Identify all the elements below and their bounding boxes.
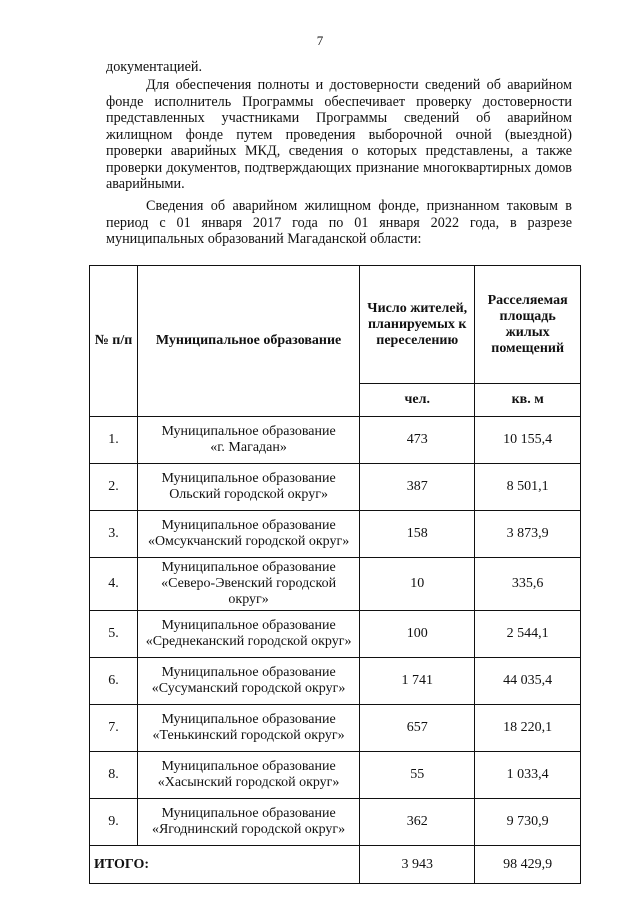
table-row (90, 511, 581, 558)
row-area: 18 220,1 (475, 705, 581, 752)
row-residents: 10 (360, 558, 475, 611)
paragraph-continuation: документацией. (106, 59, 203, 75)
page-number: 7 (316, 33, 324, 48)
table-row (90, 464, 581, 511)
row-residents: 55 (360, 752, 475, 799)
row-municipality (138, 799, 360, 846)
row-area: 1 033,4 (475, 752, 581, 799)
row-number: 2. (90, 464, 138, 511)
header-area: Расселяемая площадь жилых помещений (475, 266, 581, 384)
municipality-line-2: «Хасынский городской округ» (157, 775, 340, 790)
paragraph-verification: Для обеспечения полноты и достоверности сведений об аварийном фонде исполнитель Программы обеспечивает проверку достоверности представленных участниками Программы сведений об аварийном жилищном фонде путем проведения выборочной очной (выездной) проверки аварийных МКД, сведения о которых представлены, а также проверки документов, подтверждающих признание многоквартирных домов аварийными. (106, 77, 572, 192)
row-area: 3 873,9 (475, 511, 581, 558)
municipality-line-1: Муниципальное образование (161, 424, 336, 439)
row-area: 44 035,4 (475, 658, 581, 705)
row-residents: 100 (360, 611, 475, 658)
row-residents: 1 741 (360, 658, 475, 705)
row-municipality (138, 558, 360, 611)
row-area: 2 544,1 (475, 611, 581, 658)
municipality-line-1: Муниципальное образование (161, 618, 336, 633)
row-number: 9. (90, 799, 138, 846)
row-residents: 657 (360, 705, 475, 752)
municipality-line-1: Муниципальное образование (161, 471, 336, 486)
table-row (90, 611, 581, 658)
row-number: 5. (90, 611, 138, 658)
header-municipality: Муниципальное образование (138, 266, 360, 417)
row-municipality (138, 705, 360, 752)
header-residents: Число жителей, планируемых к переселению (360, 266, 475, 384)
row-residents: 362 (360, 799, 475, 846)
table-row (90, 558, 581, 611)
municipality-line-2: «Омсукчанский городской округ» (147, 534, 350, 549)
total-residents: 3 943 (360, 846, 475, 884)
row-number: 3. (90, 511, 138, 558)
table-row (90, 752, 581, 799)
row-residents: 158 (360, 511, 475, 558)
total-area: 98 429,9 (475, 846, 581, 884)
municipality-line-2: «Северо-Эвенский городской округ» (161, 576, 337, 607)
municipality-line-1: Муниципальное образование (161, 806, 336, 821)
row-residents: 387 (360, 464, 475, 511)
municipality-line-2: «Среднеканский городской округ» (145, 634, 352, 649)
row-area: 9 730,9 (475, 799, 581, 846)
table-row (90, 417, 581, 464)
unit-residents: чел. (360, 384, 475, 417)
row-municipality (138, 464, 360, 511)
row-municipality (138, 658, 360, 705)
row-number: 7. (90, 705, 138, 752)
table-body (90, 417, 581, 846)
table-row (90, 658, 581, 705)
emergency-housing-table (89, 265, 581, 884)
row-number: 1. (90, 417, 138, 464)
row-number: 4. (90, 558, 138, 611)
header-number: № п/п (90, 266, 138, 417)
row-area: 10 155,4 (475, 417, 581, 464)
row-number: 6. (90, 658, 138, 705)
row-municipality (138, 511, 360, 558)
municipality-line-1: Муниципальное образование (161, 560, 336, 575)
municipality-line-1: Муниципальное образование (161, 759, 336, 774)
row-residents: 473 (360, 417, 475, 464)
row-area: 8 501,1 (475, 464, 581, 511)
table-row (90, 705, 581, 752)
total-label: ИТОГО: (90, 846, 360, 884)
municipality-line-2: «Сусуманский городской округ» (151, 681, 346, 696)
municipality-line-1: Муниципальное образование (161, 518, 336, 533)
municipality-line-2: Ольский городской округ» (169, 487, 328, 502)
unit-area: кв. м (475, 384, 581, 417)
row-municipality (138, 611, 360, 658)
row-municipality (138, 417, 360, 464)
municipality-line-2: «Ягоднинский городской округ» (151, 822, 346, 837)
municipality-line-1: Муниципальное образование (161, 712, 336, 727)
paragraph-table-intro: Сведения об аварийном жилищном фонде, признанном таковым в период с 01 января 2017 года по 01 января 2022 года, в разрезе муниципальных образований Магаданской области: (106, 198, 572, 247)
row-area: 335,6 (475, 558, 581, 611)
municipality-line-2: «Тенькинский городской округ» (152, 728, 345, 743)
row-number: 8. (90, 752, 138, 799)
row-municipality (138, 752, 360, 799)
table-row (90, 799, 581, 846)
municipality-line-1: Муниципальное образование (161, 665, 336, 680)
municipality-line-2: «г. Магадан» (210, 440, 287, 455)
